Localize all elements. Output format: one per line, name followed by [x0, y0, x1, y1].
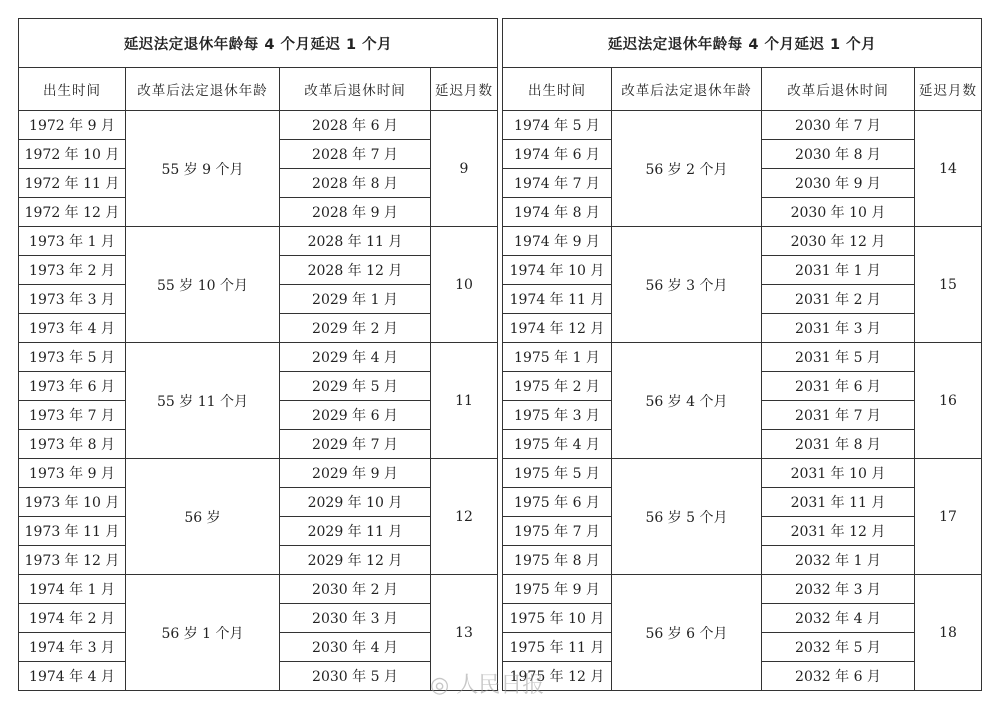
birth-cell: 1973 年 6 月	[19, 372, 126, 401]
retire-age-cell: 56 岁	[126, 459, 280, 575]
retire-time-cell: 2029 年 6 月	[280, 401, 431, 430]
birth-cell: 1974 年 11 月	[503, 285, 612, 314]
birth-cell: 1973 年 7 月	[19, 401, 126, 430]
retire-time-cell: 2028 年 12 月	[280, 256, 431, 285]
delay-months-cell: 12	[431, 459, 498, 575]
birth-cell: 1973 年 4 月	[19, 314, 126, 343]
watermark-logo	[430, 668, 544, 699]
retire-time-cell: 2031 年 3 月	[762, 314, 915, 343]
birth-cell: 1975 年 4 月	[503, 430, 612, 459]
retire-time-cell: 2030 年 4 月	[280, 633, 431, 662]
table-title: 延迟法定退休年龄每 4 个月延迟 1 个月	[503, 19, 982, 68]
birth-cell: 1973 年 10 月	[19, 488, 126, 517]
birth-cell: 1973 年 8 月	[19, 430, 126, 459]
retire-time-cell: 2031 年 11 月	[762, 488, 915, 517]
table-title: 延迟法定退休年龄每 4 个月延迟 1 个月	[19, 19, 498, 68]
retire-time-cell: 2030 年 8 月	[762, 140, 915, 169]
birth-cell: 1974 年 12 月	[503, 314, 612, 343]
birth-cell: 1975 年 3 月	[503, 401, 612, 430]
birth-cell: 1974 年 10 月	[503, 256, 612, 285]
header-birth: 出生时间	[503, 68, 612, 111]
delay-months-cell: 17	[915, 459, 982, 575]
birth-cell: 1974 年 3 月	[19, 633, 126, 662]
birth-cell: 1975 年 9 月	[503, 575, 612, 604]
retirement-table-right	[502, 18, 982, 691]
retire-time-cell: 2029 年 10 月	[280, 488, 431, 517]
retire-time-cell: 2029 年 9 月	[280, 459, 431, 488]
birth-cell: 1975 年 8 月	[503, 546, 612, 575]
table-row	[19, 575, 498, 604]
retire-time-cell: 2028 年 7 月	[280, 140, 431, 169]
birth-cell: 1974 年 9 月	[503, 227, 612, 256]
birth-cell: 1974 年 1 月	[19, 575, 126, 604]
retire-age-cell: 56 岁 2 个月	[612, 111, 762, 227]
birth-cell: 1973 年 3 月	[19, 285, 126, 314]
retire-time-cell: 2029 年 5 月	[280, 372, 431, 401]
retire-time-cell: 2030 年 2 月	[280, 575, 431, 604]
retire-age-cell: 56 岁 5 个月	[612, 459, 762, 575]
birth-cell: 1973 年 9 月	[19, 459, 126, 488]
table-row	[19, 227, 498, 256]
birth-cell: 1973 年 2 月	[19, 256, 126, 285]
retire-time-cell: 2031 年 12 月	[762, 517, 915, 546]
table-row	[19, 459, 498, 488]
header-birth: 出生时间	[19, 68, 126, 111]
retire-time-cell: 2028 年 6 月	[280, 111, 431, 140]
birth-cell: 1973 年 1 月	[19, 227, 126, 256]
birth-cell: 1975 年 1 月	[503, 343, 612, 372]
birth-cell: 1975 年 11 月	[503, 633, 612, 662]
retire-time-cell: 2028 年 9 月	[280, 198, 431, 227]
retire-time-cell: 2032 年 5 月	[762, 633, 915, 662]
table-row	[503, 111, 982, 140]
delay-months-cell: 14	[915, 111, 982, 227]
retire-age-cell: 56 岁 1 个月	[126, 575, 280, 691]
retire-time-cell: 2031 年 2 月	[762, 285, 915, 314]
retire-age-cell: 55 岁 11 个月	[126, 343, 280, 459]
retire-time-cell: 2029 年 4 月	[280, 343, 431, 372]
birth-cell: 1975 年 12 月	[503, 662, 612, 691]
birth-cell: 1974 年 5 月	[503, 111, 612, 140]
retire-time-cell: 2030 年 12 月	[762, 227, 915, 256]
header-retire-time: 改革后退休时间	[280, 68, 431, 111]
retire-time-cell: 2032 年 1 月	[762, 546, 915, 575]
retirement-table-left	[18, 18, 498, 691]
birth-cell: 1974 年 7 月	[503, 169, 612, 198]
retire-time-cell: 2032 年 4 月	[762, 604, 915, 633]
table-header-row	[19, 68, 498, 111]
retire-time-cell: 2031 年 10 月	[762, 459, 915, 488]
table-row	[503, 227, 982, 256]
birth-cell: 1974 年 2 月	[19, 604, 126, 633]
birth-cell: 1973 年 12 月	[19, 546, 126, 575]
birth-cell: 1972 年 11 月	[19, 169, 126, 198]
birth-cell: 1974 年 6 月	[503, 140, 612, 169]
retire-time-cell: 2029 年 7 月	[280, 430, 431, 459]
retire-time-cell: 2031 年 1 月	[762, 256, 915, 285]
retire-time-cell: 2032 年 6 月	[762, 662, 915, 691]
birth-cell: 1974 年 8 月	[503, 198, 612, 227]
retire-age-cell: 56 岁 6 个月	[612, 575, 762, 691]
birth-cell: 1975 年 5 月	[503, 459, 612, 488]
retire-time-cell: 2030 年 10 月	[762, 198, 915, 227]
birth-cell: 1975 年 10 月	[503, 604, 612, 633]
birth-cell: 1972 年 10 月	[19, 140, 126, 169]
retire-age-cell: 55 岁 10 个月	[126, 227, 280, 343]
birth-cell: 1972 年 12 月	[19, 198, 126, 227]
retire-time-cell: 2030 年 9 月	[762, 169, 915, 198]
header-delay-months: 延迟月数	[915, 68, 982, 111]
retire-age-cell: 56 岁 4 个月	[612, 343, 762, 459]
birth-cell: 1975 年 6 月	[503, 488, 612, 517]
retire-time-cell: 2029 年 11 月	[280, 517, 431, 546]
birth-cell: 1974 年 4 月	[19, 662, 126, 691]
table-row	[19, 343, 498, 372]
header-retire-age: 改革后法定退休年龄	[612, 68, 762, 111]
delay-months-cell: 9	[431, 111, 498, 227]
retire-time-cell: 2031 年 7 月	[762, 401, 915, 430]
birth-cell: 1973 年 11 月	[19, 517, 126, 546]
retire-time-cell: 2031 年 8 月	[762, 430, 915, 459]
retire-time-cell: 2029 年 2 月	[280, 314, 431, 343]
retire-age-cell: 56 岁 3 个月	[612, 227, 762, 343]
retire-time-cell: 2030 年 7 月	[762, 111, 915, 140]
delay-months-cell: 13	[431, 575, 498, 691]
header-retire-time: 改革后退休时间	[762, 68, 915, 111]
watermark-text: 人民日报	[456, 673, 545, 698]
table-title-row	[19, 19, 498, 68]
retire-time-cell: 2030 年 5 月	[280, 662, 431, 691]
retire-time-cell: 2031 年 5 月	[762, 343, 915, 372]
retire-time-cell: 2029 年 12 月	[280, 546, 431, 575]
retire-age-cell: 55 岁 9 个月	[126, 111, 280, 227]
retire-time-cell: 2030 年 3 月	[280, 604, 431, 633]
weibo-icon: ◎	[430, 673, 457, 698]
table-title-row	[503, 19, 982, 68]
header-retire-age: 改革后法定退休年龄	[126, 68, 280, 111]
delay-months-cell: 18	[915, 575, 982, 691]
table-row	[19, 111, 498, 140]
retire-time-cell: 2029 年 1 月	[280, 285, 431, 314]
delay-months-cell: 16	[915, 343, 982, 459]
table-header-row	[503, 68, 982, 111]
table-row	[503, 575, 982, 604]
birth-cell: 1975 年 7 月	[503, 517, 612, 546]
header-delay-months: 延迟月数	[431, 68, 498, 111]
table-row	[503, 343, 982, 372]
retire-time-cell: 2032 年 3 月	[762, 575, 915, 604]
delay-months-cell: 15	[915, 227, 982, 343]
birth-cell: 1972 年 9 月	[19, 111, 126, 140]
birth-cell: 1975 年 2 月	[503, 372, 612, 401]
delay-months-cell: 10	[431, 227, 498, 343]
retire-time-cell: 2028 年 8 月	[280, 169, 431, 198]
delay-months-cell: 11	[431, 343, 498, 459]
retire-time-cell: 2031 年 6 月	[762, 372, 915, 401]
birth-cell: 1973 年 5 月	[19, 343, 126, 372]
retire-time-cell: 2028 年 11 月	[280, 227, 431, 256]
table-row	[503, 459, 982, 488]
